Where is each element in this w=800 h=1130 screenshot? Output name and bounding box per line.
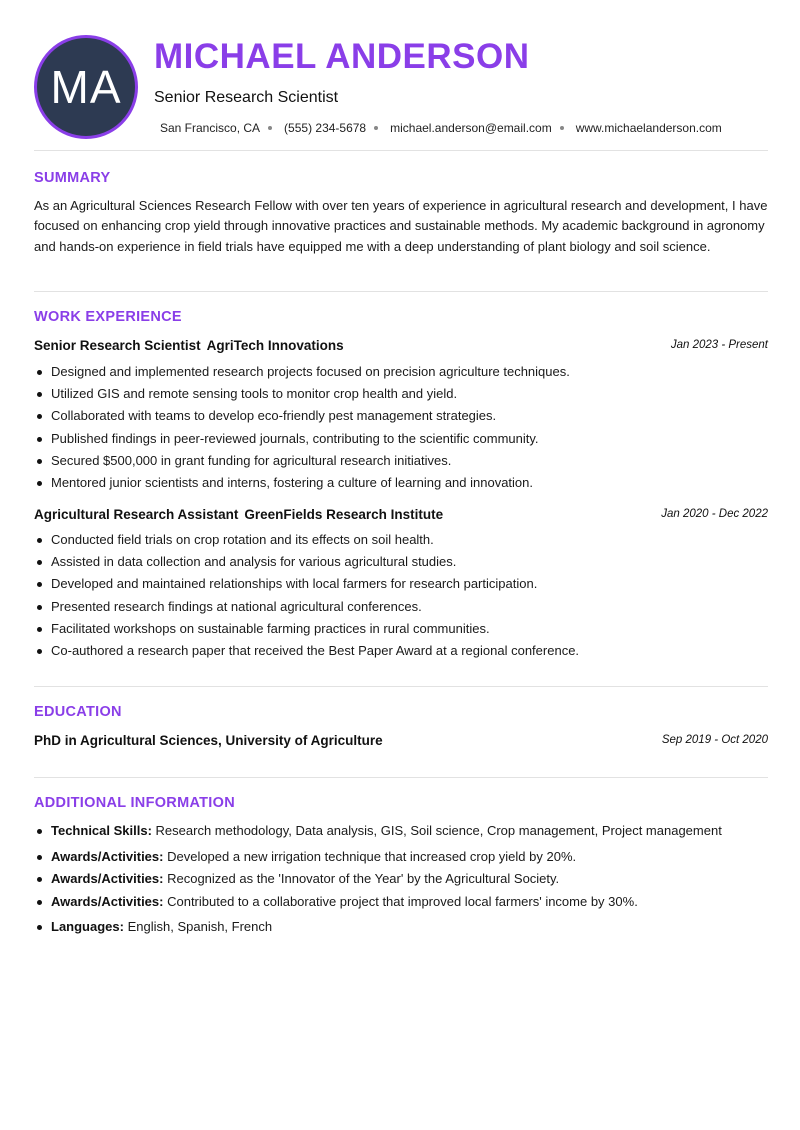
separator-dot xyxy=(268,126,272,130)
item-label: Awards/Activities: xyxy=(51,871,164,886)
list-item xyxy=(34,891,768,914)
list-item: Facilitated workshops on sustainable farming practices in rural communities. xyxy=(34,618,768,640)
summary-heading: SUMMARY xyxy=(34,170,111,186)
contact-email[interactable]: michael.anderson@email.com xyxy=(390,121,552,135)
job-header xyxy=(34,338,768,356)
job-dates: Jan 2023 - Present xyxy=(670,339,768,351)
list-item: Developed and maintained relationships with local farmers for research participation. xyxy=(34,573,768,595)
avatar-initials: MA xyxy=(50,61,122,113)
divider xyxy=(34,150,768,151)
item-label: Awards/Activities: xyxy=(51,893,164,909)
job-bullets xyxy=(34,361,768,494)
list-item: Designed and implemented research projects focused on precision agriculture techniques. xyxy=(34,361,768,383)
list-item: Presented research findings at national agricultural conferences. xyxy=(34,596,768,618)
contact-line xyxy=(160,121,722,135)
candidate-name: MICHAEL ANDERSON xyxy=(154,37,530,76)
candidate-role: Senior Research Scientist xyxy=(154,89,339,106)
item-text: Developed a new irrigation technique that increased crop yield by 20%. xyxy=(167,848,577,864)
job-title xyxy=(34,507,443,522)
list-item: Secured $500,000 in grant funding for agricultural research initiatives. xyxy=(34,450,768,472)
education-dates: Sep 2019 - Oct 2020 xyxy=(661,734,768,746)
job-position: Agricultural Research Assistant xyxy=(34,507,239,522)
summary-text: As an Agricultural Sciences Research Fellow with over ten years of experience in agricultural research and development, I have focused on enhancing crop yield through innovative practices and sustainable methods. My academic background in agronomy and hands-on experience in field trials have equipped me with a deep understanding of plant biology and soil science. xyxy=(34,198,768,254)
list-item xyxy=(34,846,768,869)
item-text: English, Spanish, French xyxy=(127,919,273,934)
list-item xyxy=(34,868,768,891)
job-company: AgriTech Innovations xyxy=(206,338,344,353)
divider xyxy=(34,291,768,292)
education-heading: EDUCATION xyxy=(34,704,122,720)
additional-info-list xyxy=(34,820,768,939)
job-dates: Jan 2020 - Dec 2022 xyxy=(661,508,768,520)
job-bullets xyxy=(34,529,768,662)
avatar xyxy=(34,35,138,139)
item-label: Technical Skills: xyxy=(51,823,152,838)
resume-header xyxy=(34,35,768,139)
list-item: Utilized GIS and remote sensing tools to monitor crop health and yield. xyxy=(34,383,768,405)
list-item xyxy=(34,820,768,843)
contact-website[interactable]: www.michaelanderson.com xyxy=(575,121,722,135)
list-item xyxy=(34,916,768,939)
list-item: Conducted field trials on crop rotation and its effects on soil health. xyxy=(34,529,768,551)
item-text: Contributed to a collaborative project that improved local farmers' income by 30%. xyxy=(167,893,638,909)
contact-location: San Francisco, CA xyxy=(160,121,261,135)
list-item: Assisted in data collection and analysis for various agricultural studies. xyxy=(34,551,768,573)
divider xyxy=(34,777,768,778)
list-item: Co-authored a research paper that received the Best Paper Award at a regional conference. xyxy=(34,640,768,662)
list-item: Mentored junior scientists and interns, fostering a culture of learning and innovation. xyxy=(34,472,768,494)
item-text: Research methodology, Data analysis, GIS, Soil science, Crop management, Project management xyxy=(155,823,722,838)
job-title xyxy=(34,338,344,353)
education-entry xyxy=(34,733,768,751)
list-item: Published findings in peer-reviewed journals, contributing to the scientific community. xyxy=(34,428,768,450)
work-experience-heading: WORK EXPERIENCE xyxy=(34,309,182,325)
separator-dot xyxy=(374,126,378,130)
job-company: GreenFields Research Institute xyxy=(244,507,444,522)
item-label: Awards/Activities: xyxy=(51,848,164,864)
item-text: Recognized as the 'Innovator of the Year' by the Agricultural Society. xyxy=(167,871,560,886)
list-item: Collaborated with teams to develop eco-friendly pest management strategies. xyxy=(34,405,768,427)
divider xyxy=(34,686,768,687)
item-label: Languages: xyxy=(51,919,124,934)
contact-phone[interactable]: (555) 234-5678 xyxy=(284,121,367,135)
education-degree: PhD in Agricultural Sciences, University of Agriculture xyxy=(34,733,383,748)
additional-info-heading: ADDITIONAL INFORMATION xyxy=(34,795,235,811)
job-position: Senior Research Scientist xyxy=(34,338,201,353)
job-header xyxy=(34,507,768,525)
separator-dot xyxy=(560,126,564,130)
